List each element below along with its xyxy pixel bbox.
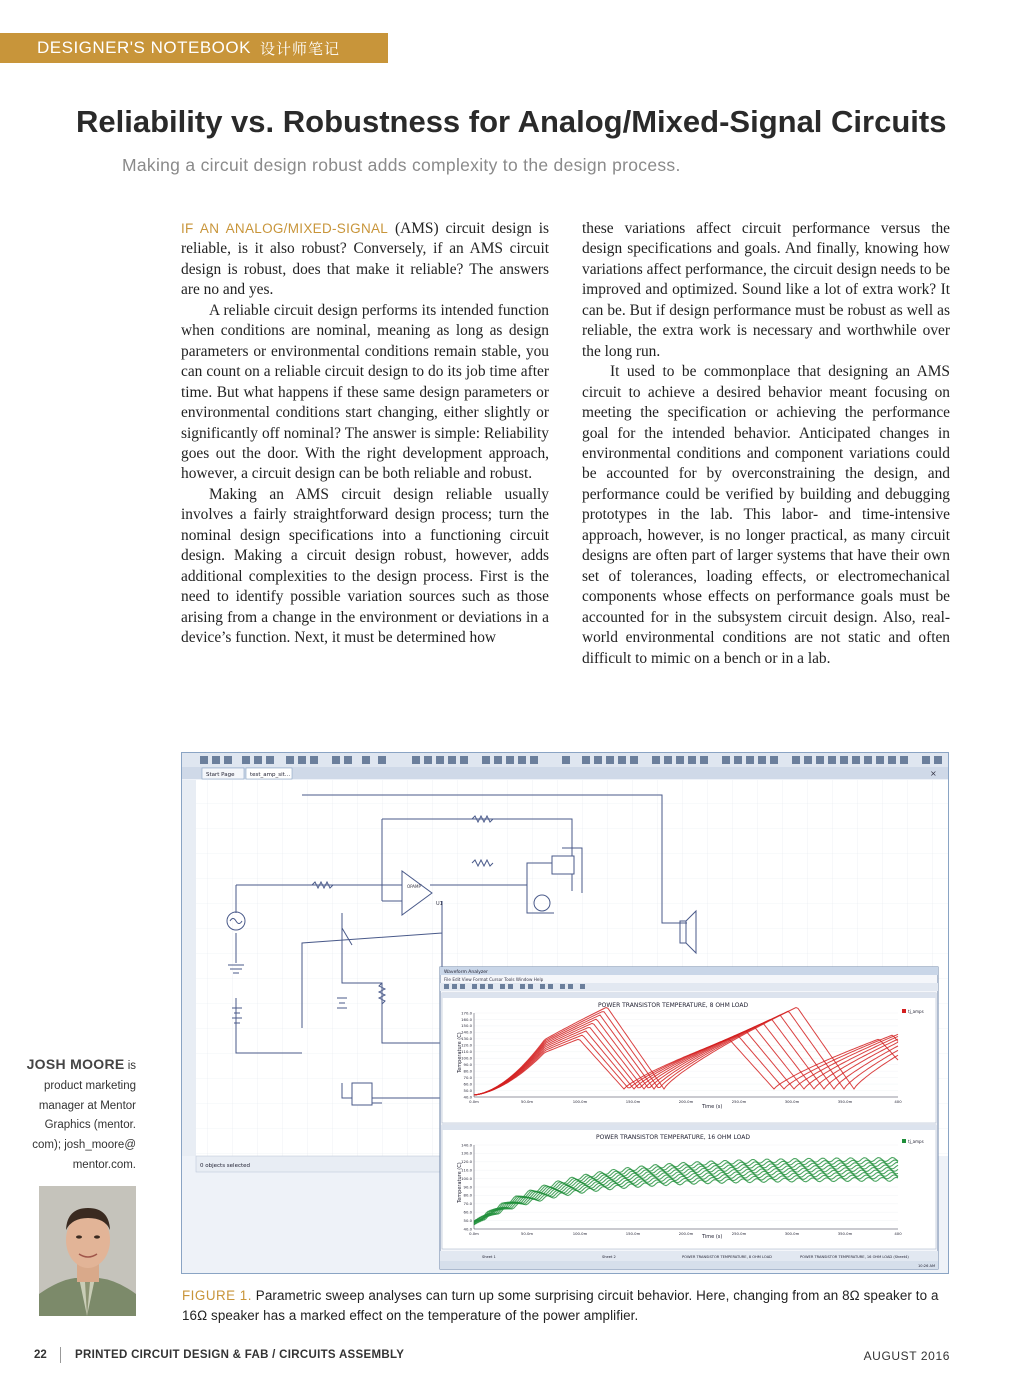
analyzer-tab[interactable]: Sheet 2 [602, 1255, 616, 1259]
page-number: 22 [34, 1349, 47, 1361]
figure-label: FIGURE 1. [182, 1288, 252, 1303]
x-tick-label: 250.0m [731, 1099, 747, 1104]
x-tick-label: 200.0m [678, 1231, 694, 1236]
close-icon[interactable]: × [930, 769, 937, 778]
paragraph-text: (AMS) circuit design is reliable, is it also robust? Conversely, if an AMS circuit design is robust, does that make it reliable? The answers are no and yes. [181, 220, 549, 299]
publication-name: PRINTED CIRCUIT DESIGN & FAB / CIRCUITS ASSEMBLY [75, 1349, 405, 1361]
y-tick-label: 110.0 [461, 1167, 472, 1173]
y-tick-label: 60.0 [463, 1209, 472, 1215]
author-bio-line: product marketing [43, 1079, 136, 1092]
y-tick-label: 150.0 [461, 1023, 472, 1029]
lead-in: IF AN ANALOG/MIXED-SIGNAL [181, 221, 389, 236]
section-label-en: DESIGNER'S NOTEBOOK [37, 38, 251, 57]
u1-label: U1 [436, 901, 443, 907]
tab-start-page-label: Start Page [206, 772, 235, 778]
figure-svg [182, 753, 949, 1274]
plot2-xlabel: Time (s) [702, 1234, 723, 1240]
body-paragraph: A reliable circuit design performs its intended function when conditions are nominal, meaning as long as design parameters or environmental conditions remain stable, you can count on a reliable circuit design to do its job time after time. But what happens if these same design parameters or environmental conditions start changing, either slightly or significantly off nominal? The answer is simple: Reliability goes out the door. With the right development approach, however, a circuit design can be both reliable and robust. [181, 301, 549, 483]
y-tick-label: 130.0 [461, 1150, 472, 1156]
plot2-ylabel: Temperature (C) [457, 1162, 463, 1203]
waveform-analyzer-window [440, 967, 938, 1269]
figure-screenshot [181, 752, 949, 1274]
plot1-xlabel: Time (s) [702, 1104, 723, 1110]
plot-16-ohm [442, 1125, 936, 1249]
section-label-cn: 设计师笔记 [260, 39, 341, 58]
y-tick-label: 70.0 [463, 1201, 472, 1207]
author-bio-line: mentor.com. [72, 1158, 136, 1171]
subcircuit-block [352, 1083, 372, 1105]
footer-divider [60, 1347, 61, 1363]
author-photo [39, 1186, 136, 1316]
figure-caption [182, 1286, 952, 1325]
y-tick-label: 140.0 [461, 1142, 472, 1148]
plot1-legend: tj_amps [908, 1009, 924, 1014]
y-tick-label: 100.0 [461, 1055, 472, 1061]
x-tick-label: 400 [894, 1231, 902, 1236]
analyzer-tab[interactable]: Sheet 1 [482, 1255, 496, 1259]
issue-date: AUGUST 2016 [863, 1349, 950, 1363]
y-tick-label: 120.0 [461, 1159, 472, 1165]
body-column-right [582, 219, 950, 669]
author-bio-line: Graphics (mentor. [44, 1119, 136, 1132]
y-tick-label: 100.0 [461, 1175, 472, 1181]
article-title: Reliability vs. Robustness for Analog/Mixed-Signal Circuits [76, 104, 947, 139]
x-tick-label: 100.0m [572, 1231, 588, 1236]
y-tick-label: 50.0 [463, 1217, 472, 1223]
section-tag [0, 33, 388, 63]
body-paragraph: these variations affect circuit performance versus the design specifications and goals. And finally, knowing how variations affect performance, the circuit design needs to be improved and optimized. Sound like a lot of extra work? It can be. But if design performance must be robust as well as reliable, the extra work is necessary and worthwhile over the long run. [582, 220, 950, 360]
y-tick-label: 90.0 [463, 1061, 472, 1067]
y-tick-label: 170.0 [461, 1010, 472, 1016]
y-tick-label: 50.0 [463, 1087, 472, 1093]
y-tick-label: 40.0 [463, 1094, 472, 1100]
analyzer-clock: 10:26 AM [918, 1264, 936, 1268]
x-tick-label: 150.0m [625, 1231, 641, 1236]
x-tick-label: 150.0m [625, 1099, 641, 1104]
page-footer [34, 1347, 954, 1367]
y-tick-label: 40.0 [463, 1226, 472, 1232]
author-bio-line: is [124, 1060, 136, 1072]
x-tick-label: 0.0m [469, 1231, 479, 1236]
x-tick-label: 0.0m [469, 1099, 479, 1104]
y-tick-label: 60.0 [463, 1081, 472, 1087]
analyzer-title: Waveform Analyzer [444, 970, 488, 975]
x-tick-label: 300.0m [784, 1099, 800, 1104]
x-tick-label: 100.0m [572, 1099, 588, 1104]
x-tick-label: 200.0m [678, 1099, 694, 1104]
y-tick-label: 110.0 [461, 1049, 472, 1055]
plot1-title: POWER TRANSISTOR TEMPERATURE, 8 OHM LOAD [598, 1002, 749, 1009]
analyzer-tab[interactable]: POWER TRANSISTOR TEMPERATURE, 8 OHM LOAD [682, 1255, 772, 1259]
analyzer-tab[interactable]: POWER TRANSISTOR TEMPERATURE, 16 OHM LOAD (Sheet4) [800, 1255, 909, 1259]
caption-text: Parametric sweep analyses can turn up some surprising circuit behavior. Here, changing from an 8Ω speaker to a 16Ω speaker has a marked effect on the temperature of the power amplifier. [182, 1288, 939, 1323]
body-column-left [181, 219, 549, 649]
y-tick-label: 80.0 [463, 1192, 472, 1198]
x-tick-label: 250.0m [731, 1231, 747, 1236]
y-tick-label: 90.0 [463, 1184, 472, 1190]
transistor-block [552, 856, 574, 874]
body-paragraph: Making an AMS circuit design reliable usually involves a fairly straightforward design process; turn the nominal design specifications into a functioning circuit design. Making a circuit design robust, however, adds additional complexities to the design process. First is the need to identify possible variation sources such as those arising from a change in the environment or deviations in a device’s function. Next, it must be determined how [181, 485, 549, 647]
plot2-title: POWER TRANSISTOR TEMPERATURE, 16 OHM LOAD [596, 1134, 750, 1141]
y-tick-label: 70.0 [463, 1074, 472, 1080]
y-tick-label: 140.0 [461, 1029, 472, 1035]
schematic-status: 0 objects selected [200, 1163, 251, 1169]
x-tick-label: 50.0m [520, 1099, 534, 1104]
body-paragraph: It used to be commonplace that designing an AMS circuit to achieve a desired behavior meant focusing on meeting the specification or achieving the performance goal for the intended behavior. Anticipated changes in environmental conditions and component variations could be accounted for by overconstraining the design, and performance could be verified by building and debugging prototypes in the lab. This labor- and time-intensive approach, however, is no longer practical, as many circuit designs are often part of larger systems that have their own set of tolerances, loading effects, or electromechanical components whose effects on performance goals must be accounted for in the subsystem circuit design. Also, real-world environmental conditions are not static and often difficult to mimic on a bench or in a lab. [582, 363, 950, 667]
x-tick-label: 350.0m [837, 1099, 853, 1104]
y-tick-label: 160.0 [461, 1016, 472, 1022]
x-tick-label: 50.0m [520, 1231, 534, 1236]
body-paragraph [181, 219, 549, 301]
author-bio-line: com); josh_moore@ [32, 1139, 136, 1152]
article-subtitle: Making a circuit design robust adds complexity to the design process. [122, 155, 681, 175]
plot2-legend: tj_amps [908, 1139, 924, 1144]
tab-schematic-label: test_amp_sit... [250, 772, 291, 778]
plot1-ylabel: Temperature (C) [457, 1032, 463, 1073]
x-tick-label: 300.0m [784, 1231, 800, 1236]
y-tick-label: 120.0 [461, 1042, 472, 1048]
author-bio [20, 1055, 136, 1176]
author-name: JOSH MOORE [26, 1056, 125, 1072]
x-tick-label: 400 [894, 1099, 902, 1104]
plot-8-ohm [442, 993, 936, 1123]
x-tick-label: 350.0m [837, 1231, 853, 1236]
y-tick-label: 80.0 [463, 1068, 472, 1074]
y-tick-label: 130.0 [461, 1036, 472, 1042]
analyzer-menubar: File Edit View Format Cursor Tools Window Help [444, 977, 544, 982]
author-bio-line: manager at Mentor [38, 1099, 136, 1112]
svg-text:OPAMP: OPAMP [407, 884, 421, 889]
